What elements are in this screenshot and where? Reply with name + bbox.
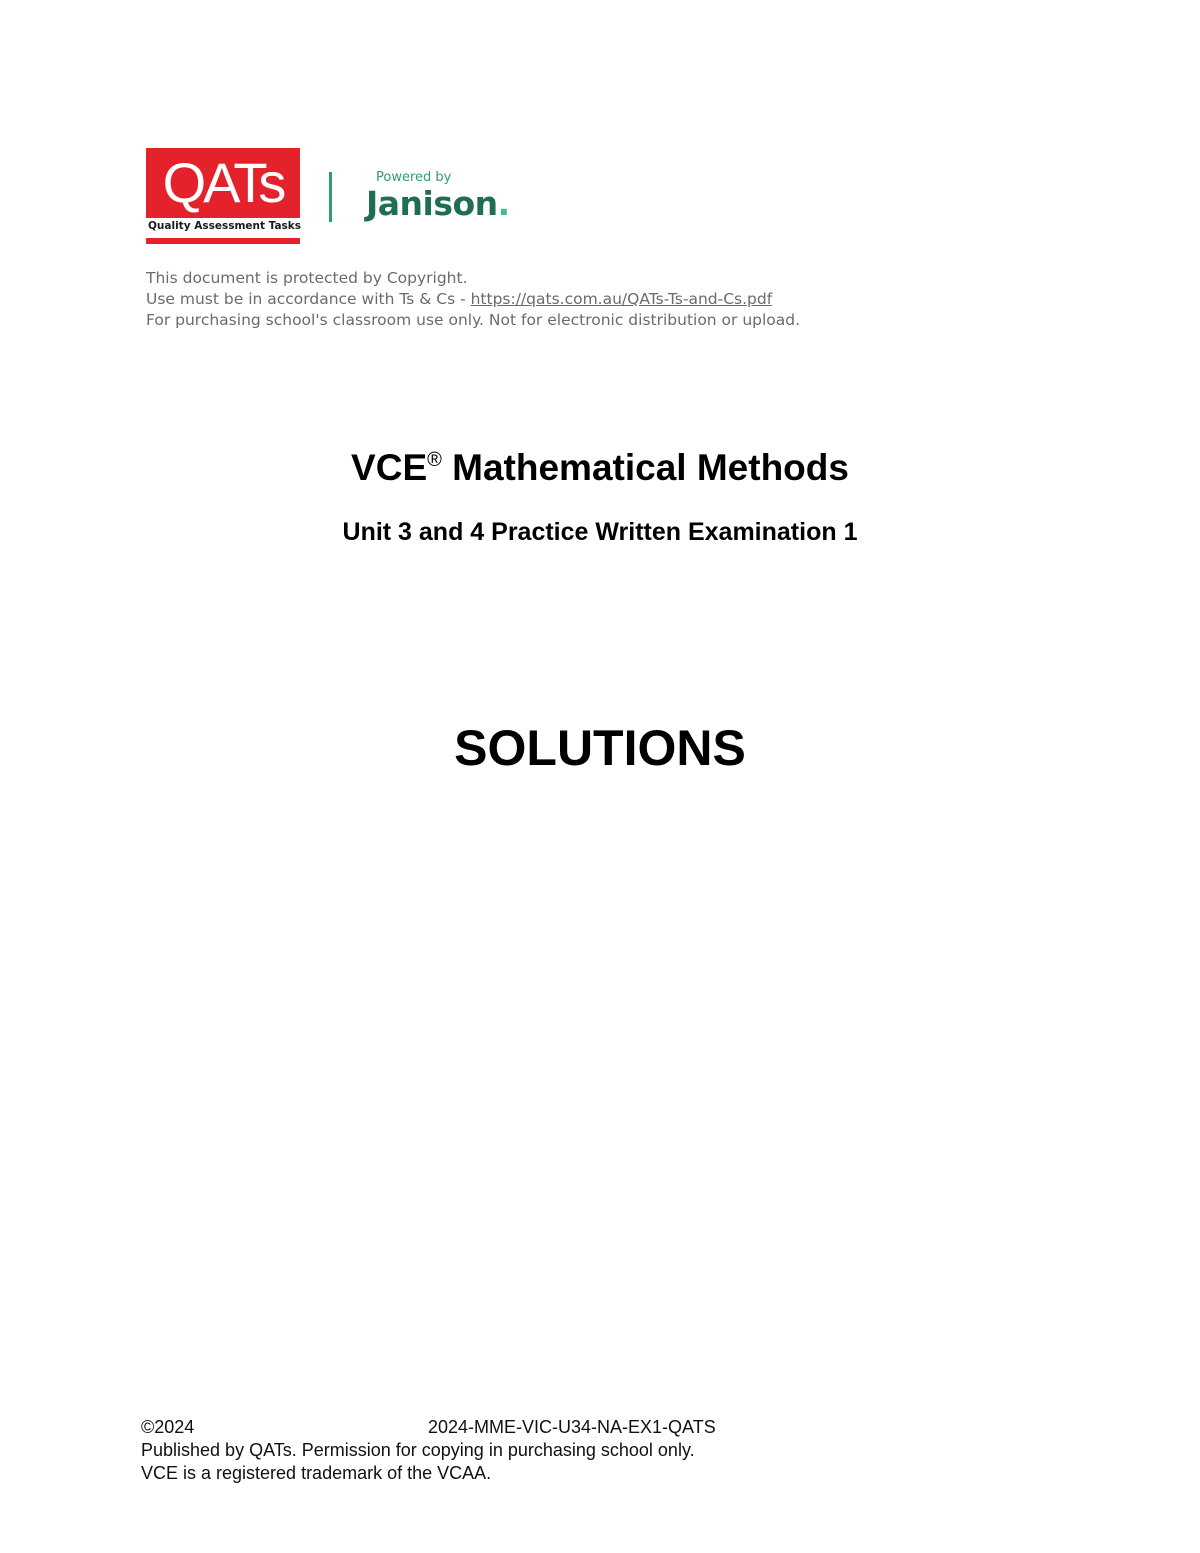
title-subject: Mathematical Methods: [441, 447, 849, 488]
janison-wordmark: [366, 184, 510, 223]
footer: [141, 1416, 1041, 1485]
janison-dot: .: [497, 184, 510, 223]
copyright-notice: [146, 268, 800, 331]
janison-logo: [366, 170, 536, 230]
page-title: [0, 446, 1200, 490]
notice-line-2: [146, 289, 800, 310]
logo-divider: [329, 172, 332, 222]
qats-logo-underline: [146, 238, 300, 244]
qats-logo-tagline: Quality Assessment Tasks: [148, 220, 302, 232]
janison-name: Janison: [366, 184, 498, 223]
qats-logo: [146, 148, 300, 246]
notice-line-3: For purchasing school's classroom use only. Not for electronic distribution or upload.: [146, 311, 801, 329]
footer-row-1: [141, 1416, 1041, 1439]
solutions-heading: SOLUTIONS: [454, 720, 746, 776]
notice-line-2-text: Use must be in accordance with Ts & Cs -: [146, 290, 471, 308]
footer-trademark: VCE is a registered trademark of the VCAA.: [141, 1463, 492, 1483]
registered-mark: ®: [427, 449, 442, 471]
notice-line-1: This document is protected by Copyright.: [146, 269, 468, 287]
footer-published: Published by QATs. Permission for copying in purchasing school only.: [141, 1440, 695, 1460]
page-subtitle: Unit 3 and 4 Practice Written Examination 1: [342, 518, 858, 546]
powered-by-label: Powered by: [376, 170, 452, 185]
title-vce: VCE: [351, 447, 428, 488]
terms-link[interactable]: https://qats.com.au/QATs-Ts-and-Cs.pdf: [470, 290, 773, 308]
footer-copyright: ©2024: [141, 1417, 195, 1437]
qats-logo-mark: QATs: [146, 148, 300, 218]
footer-document-code: 2024-MME-VIC-U34-NA-EX1-QATS: [428, 1417, 716, 1437]
